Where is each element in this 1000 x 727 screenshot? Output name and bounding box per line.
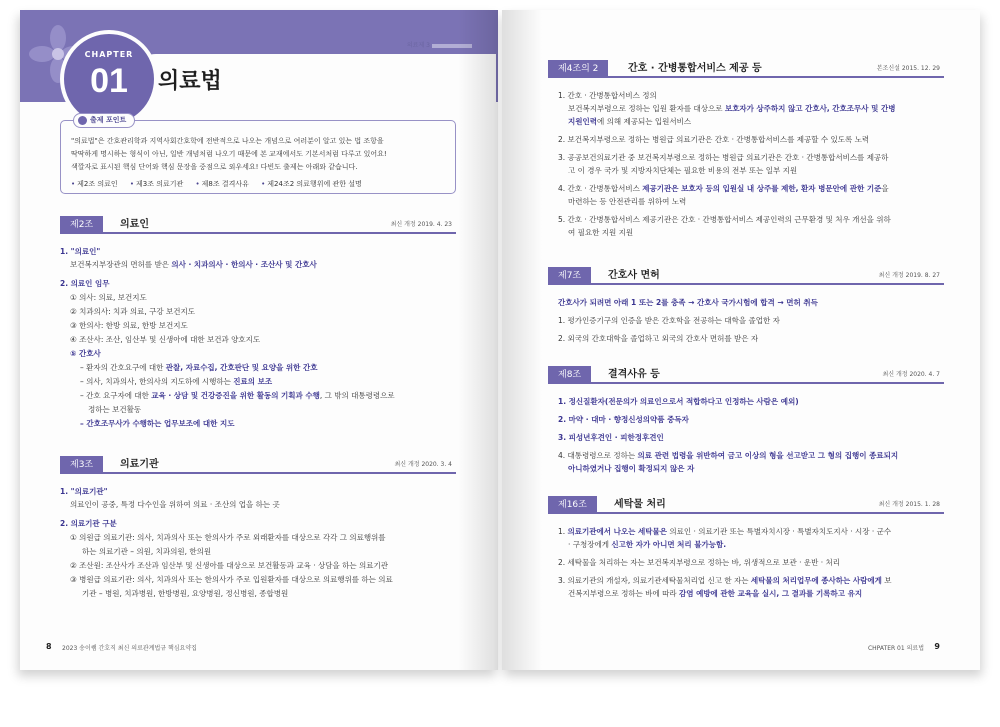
text-line: 마련하는 등 안전관리를 위하여 노력 — [568, 197, 687, 206]
footer-text: CHPATER 01 의료법 — [867, 645, 924, 652]
list-item: 1. 평가인증기구의 인증을 받은 간호학을 전공하는 대학을 졸업한 자 — [558, 316, 780, 325]
list-item: 4. 간호 · 간병통합서비스 제공기관은 보호자 등의 입원실 내 상주를 제한, 환자 병문안에 관한 기준을 — [558, 184, 889, 193]
section-heading: 1. "의료기관" — [60, 487, 108, 496]
gutter-shadow — [458, 10, 498, 670]
exam-point-text: "의료법"은 간호관리학과 지역사회간호학에 전반적으로 나오는 개념으로 여러분이 알고 있는 법 조항을 딱딱하게 명시하는 형식이 아닌, 일반 개념처럼 나오기 때문에 본 교재에서도 기본서처럼 다루고 있어요! 색깔자로 표시된 핵심 단어와 핵심 문장을 중점으로 외우세요! 다빈도 출제는 아래와 같습니다. — [71, 137, 387, 171]
list-item: ① 의사: 의료, 보건지도 — [70, 293, 147, 302]
text-line: – 간호조무사가 수행하는 업무보조에 대한 지도 — [80, 419, 235, 428]
text-line: 여 필요한 지원 지원 — [568, 228, 634, 237]
text-line: 지원인력에 의해 제공되는 입원서비스 — [568, 117, 692, 126]
article-date: 본조신설 2015. 12. 29 — [876, 65, 940, 72]
text-line: ② 조산원: 조산사가 조산과 임산부 및 신생아를 대상으로 보건활동과 교육 · 상담을 하는 의료기관 — [70, 561, 388, 570]
text-line: – 간호 요구자에 대한 교육 · 상담 및 건강증진을 위한 활동의 기획과 수행, 그 밖의 대통령령으로 — [80, 391, 395, 400]
list-item: 2. 세탁물을 처리하는 자는 보건복지부령으로 정하는 바, 위생적으로 보관 · 운반 · 처리 — [558, 558, 840, 567]
article-number: 제2조 — [60, 216, 103, 234]
list-item: 3. 피성년후견인 · 피한정후견인 — [558, 433, 664, 442]
list-item: 1. 의료기관에서 나오는 세탁물은 의료인 · 의료기관 또는 특별자치시장 · 특별자치도지사 · 시장 · 군수 — [558, 527, 892, 536]
article-header-4-2 — [548, 60, 944, 78]
chapter-title-box — [130, 54, 496, 104]
article-header-3 — [60, 456, 456, 474]
article-title: 의료기관 — [120, 459, 159, 470]
article-header-8 — [548, 366, 944, 384]
text-line: 고 이 경우 국가 및 지방자치단체는 필요한 비용의 전부 또는 일부 지원 — [568, 166, 798, 175]
footer-text: 2023 송이쌤 간호직 최신 의료관계법규 핵심요약집 — [62, 645, 197, 652]
article-date: 최신 개정 2015. 1. 28 — [878, 501, 940, 508]
text-line: – 의사, 치과의사, 한의사의 지도하에 시행하는 진료의 보조 — [80, 377, 273, 386]
article-number: 제8조 — [548, 366, 591, 384]
page-number: 8 — [46, 642, 52, 651]
article-number: 제3조 — [60, 456, 103, 474]
page-number: 9 — [934, 642, 940, 651]
text-line: 기관 – 병원, 치과병원, 한방병원, 요양병원, 정신병원, 종합병원 — [82, 589, 289, 598]
list-item: 2. 마약 · 대마 · 향정신성의약품 중독자 — [558, 415, 689, 424]
list-item: ③ 한의사: 한방 의료, 한방 보건지도 — [70, 321, 188, 330]
list-item: ④ 조산사: 조산, 임산부 및 신생아에 대한 보건과 양호지도 — [70, 335, 261, 344]
article-header-2 — [60, 216, 456, 234]
article-title: 간호사 면허 — [608, 270, 660, 281]
text-line: ③ 병원급 의료기관: 의사, 치과의사 또는 한의사가 주로 입원환자를 대상으로 의료행위를 하는 의료 — [70, 575, 393, 584]
article-number: 제7조 — [548, 267, 591, 285]
list-item: 1. 간호 · 간병통합서비스 정의 — [558, 91, 657, 100]
chapter-title: 의료법 — [158, 69, 222, 94]
text-line: 간호사가 되려면 아래 1 또는 2를 충족 → 간호사 국가시험에 합격 → 면허 취득 — [558, 298, 818, 307]
list-item: ② 치과의사: 치과 의료, 구강 보건지도 — [70, 307, 195, 316]
section-heading: 2. 의료기관 구분 — [60, 519, 117, 528]
text-line: – 환자의 간호요구에 대한 관찰, 자료수집, 간호판단 및 요양을 위한 간호 — [80, 363, 318, 372]
article-date: 최신 개정 2020. 4. 7 — [882, 371, 940, 378]
text-line: ① 의원급 의료기관: 의사, 치과의사 또는 한의사가 주로 외래환자를 대상으로 각각 그 의료행위를 — [70, 533, 386, 542]
section-heading: 1. "의료인" — [60, 247, 101, 256]
text-line: 보건복지부장관의 면허를 받은 의사 · 치과의사 · 한의사 · 조산사 및 간호사 — [70, 260, 317, 269]
running-head: 의료제 3 — [407, 40, 472, 49]
chapter-label: CHAPTER — [84, 50, 134, 59]
text-line: 정하는 보건활동 — [88, 405, 142, 414]
article-header-16 — [548, 496, 944, 514]
text-line: 아니하였거나 집행이 확정되지 않은 자 — [568, 464, 695, 473]
list-item: ⑤ 간호사 — [70, 349, 101, 358]
list-item: 2. 외국의 간호대학을 졸업하고 외국의 간호사 면허를 받은 자 — [558, 334, 759, 343]
article-title: 결격사유 등 — [608, 369, 660, 380]
article-header-7 — [548, 267, 944, 285]
text-line: 건복지부령으로 정하는 바에 따라 감염 예방에 관한 교육을 실시, 그 결과를 기록하고 유지 — [568, 589, 863, 598]
list-item: 1. 정신질환자(전문의가 의료인으로서 적합하다고 인정하는 사람은 예외) — [558, 397, 799, 406]
text-line: 보건복지부령으로 정하는 입원 환자를 대상으로 보호자가 상주하지 않고 간호사, 간호조무사 및 간병 — [568, 104, 896, 113]
article-date: 최신 개정 2019. 8. 27 — [878, 272, 940, 279]
right-page — [502, 10, 980, 670]
article-number: 제4조의 2 — [548, 60, 608, 78]
section-heading: 2. 의료인 임무 — [60, 279, 110, 288]
list-item: 4. 대통령령으로 정하는 의료 관련 법령을 위반하여 금고 이상의 형을 선고받고 그 형의 집행이 종료되지 — [558, 451, 899, 460]
text-line: · 구청장에게 신고한 자가 아니면 처리 불가능함. — [568, 540, 727, 549]
article-date: 최신 개정 2019. 4. 23 — [390, 221, 452, 228]
article-number: 제16조 — [548, 496, 597, 514]
article-title: 간호 · 간병통합서비스 제공 등 — [628, 63, 762, 74]
text-line: 하는 의료기관 – 의원, 치과의원, 한의원 — [82, 547, 212, 556]
article-date: 최신 개정 2020. 3. 4 — [394, 461, 452, 468]
left-page — [20, 10, 498, 670]
article-title: 의료인 — [120, 219, 149, 230]
gutter-shadow — [502, 10, 542, 670]
list-item: 3. 의료기관의 개설자, 의료기관세탁물처리업 신고 한 자는 세탁물의 처리업무에 종사하는 사람에게 보 — [558, 576, 892, 585]
article-title: 세탁물 처리 — [614, 499, 666, 510]
point-icon — [78, 116, 87, 125]
text-line: 의료인이 공중, 특정 다수인을 위하여 의료 · 조산의 업을 하는 곳 — [70, 500, 280, 509]
exam-point-box — [60, 116, 456, 194]
exam-point-tags: • 제2조 의료인 • 제3조 의료기관 • 제8조 결격사유 • 제24조2 의료행위에 관한 설명 — [71, 179, 372, 189]
exam-point-tag: 출제 포인트 — [73, 113, 135, 128]
chapter-number: 01 — [90, 62, 128, 100]
list-item: 5. 간호 · 간병통합서비스 제공기관은 간호 · 간병통합서비스 제공인력의 근무환경 및 처우 개선을 위하 — [558, 215, 891, 224]
list-item: 2. 보건복지부령으로 정하는 병원급 의료기관은 간호 · 간병통합서비스를 제공할 수 있도록 노력 — [558, 135, 870, 144]
list-item: 3. 공공보건의료기관 중 보건복지부령으로 정하는 병원급 의료기관은 간호 · 간병통합서비스를 제공하 — [558, 153, 889, 162]
